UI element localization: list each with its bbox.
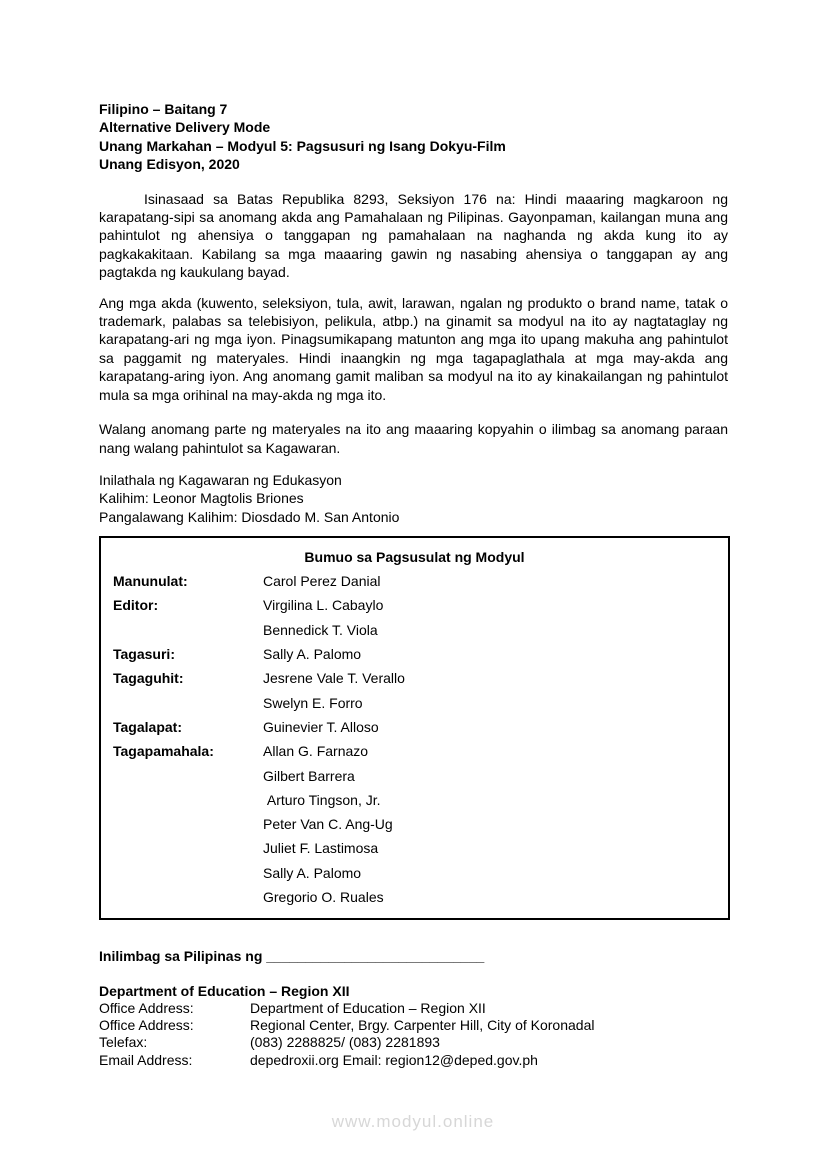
team-row-label: Manunulat: — [113, 573, 188, 590]
team-row — [113, 715, 716, 739]
team-row — [113, 642, 716, 666]
team-box-title: Bumuo sa Pagsusulat ng Modyul — [304, 549, 525, 566]
team-row-value: Arturo Tingson, Jr. — [263, 791, 381, 808]
team-row — [113, 885, 716, 909]
team-row-value: Gregorio O. Ruales — [263, 888, 384, 905]
team-row-value: Sally A. Palomo — [263, 864, 362, 881]
contact-row-value: Department of Education – Region XII — [250, 999, 486, 1016]
module-header — [99, 100, 728, 174]
contact-row-label: Email Address: — [99, 1051, 193, 1068]
team-row-label — [113, 618, 263, 642]
undersecretary-line: Pangalawang Kalihim: Diosdado M. San Antonio — [99, 508, 400, 525]
contact-row-value: Regional Center, Brgy. Carpenter Hill, City of Koronadal — [250, 1017, 595, 1034]
secretary-line: Kalihim: Leonor Magtolis Briones — [99, 490, 304, 507]
team-row — [113, 691, 716, 715]
team-row-value: Bennedick T. Viola — [263, 621, 378, 638]
team-row — [113, 788, 716, 812]
team-row-value: Guinevier T. Alloso — [263, 718, 379, 735]
contact-row-label: Telefax: — [99, 1034, 148, 1051]
copyright-paragraph-2: Ang mga akda (kuwento, seleksiyon, tula, awit, larawan, ngalan ng produkto o brand name, tatak o trademark, palabas sa telebisiyon, pelikula, atbp.) na ginamit sa modyul na ito ay nagtataglay ng karapatang-ari ng mga iyon. Pinagsumikapang matunton ang mga ito upang makuha ang pahintulot sa paggamit ng materyales. Hindi inaangkin ng mga tagapaglathala at mga may-akda ang karapatang-aring iyon. Ang anomang gamit maliban sa modyul na ito ay kinakailangan ng pahintulot mula sa mga orihinal na may-akda ng mga ito. — [99, 294, 728, 403]
team-row-label: Tagapamahala: — [113, 743, 214, 760]
team-row — [113, 569, 716, 593]
team-row-value: Gilbert Barrera — [263, 767, 355, 784]
copyright-paragraph-1: Isinasaad sa Batas Republika 8293, Seksiyon 176 na: Hindi maaaring magkaroon ng karapatang-sipi sa anomang akda ang Pamahalaan ng Pilipinas. Gayonpaman, kailangan muna ang pahintulot ng ahensiya o tanggapan ng pamahalaan na naghanda ng akda kung ito ay pagkakakitaan. Kabilang sa mga maaaring gawin ng nasabing ahensiya o tanggapan ay ang pagtakda ng kaukulang bayad. — [99, 190, 728, 281]
team-row-label: Editor: — [113, 597, 159, 614]
header-line-module: Unang Markahan – Modyul 5: Pagsusuri ng Isang Dokyu-Film — [99, 137, 506, 154]
team-rows — [113, 569, 716, 909]
copyright-paragraph-3: Walang anomang parte ng materyales na ito ang maaaring kopyahin o ilimbag sa anomang paraan nang walang pahintulot sa Kagawaran. — [99, 421, 728, 456]
team-row-label — [113, 691, 263, 715]
team-row — [113, 861, 716, 885]
contact-heading: Department of Education – Region XII — [99, 982, 350, 999]
team-row-value: Carol Perez Danial — [263, 573, 381, 590]
team-row-value: Virgilina L. Cabaylo — [263, 597, 384, 614]
team-row — [113, 618, 716, 642]
team-row — [113, 593, 716, 617]
header-line-subject: Filipino – Baitang 7 — [99, 101, 228, 117]
contact-row — [99, 1052, 728, 1069]
team-row-value: Allan G. Farnazo — [263, 743, 369, 760]
contact-row — [99, 1000, 728, 1017]
contact-row-label: Office Address: — [99, 999, 194, 1016]
team-row — [113, 764, 716, 788]
publisher-line: Inilathala ng Kagawaran ng Edukasyon — [99, 471, 342, 488]
team-row-label — [113, 861, 263, 885]
team-row-value: Swelyn E. Forro — [263, 694, 363, 711]
team-row — [113, 812, 716, 836]
team-row-label: Tagalapat: — [113, 718, 182, 735]
contact-row-value: (083) 2288825/ (083) 2281893 — [250, 1034, 440, 1051]
contact-row-value: depedroxii.org Email: region12@deped.gov.ph — [250, 1051, 538, 1068]
team-row-label: Tagasuri: — [113, 646, 175, 663]
team-row-label — [113, 788, 263, 812]
team-row-label: Tagaguhit: — [113, 670, 184, 687]
header-line-edition: Unang Edisyon, 2020 — [99, 156, 240, 173]
team-row — [113, 739, 716, 763]
contact-block — [99, 983, 728, 1069]
team-row — [113, 666, 716, 690]
team-row-label — [113, 812, 263, 836]
team-row-label — [113, 885, 263, 909]
development-team-box — [99, 536, 730, 920]
contact-row-label: Office Address: — [99, 1017, 194, 1034]
page-content — [99, 100, 728, 1069]
team-row-value: Juliet F. Lastimosa — [263, 840, 379, 857]
team-row-value: Peter Van C. Ang-Ug — [263, 816, 393, 833]
contact-rows — [99, 1000, 728, 1069]
printed-in-line: Inilimbag sa Pilipinas ng ____________________________ — [99, 948, 485, 965]
team-row — [113, 836, 716, 860]
header-line-mode: Alternative Delivery Mode — [99, 119, 271, 136]
publisher-block — [99, 471, 728, 526]
watermark: www.modyul.online — [331, 1112, 495, 1131]
team-row-label — [113, 836, 263, 860]
contact-row — [99, 1017, 728, 1034]
team-row-value: Jesrene Vale T. Verallo — [263, 670, 405, 687]
team-row-value: Sally A. Palomo — [263, 646, 362, 663]
team-row-label — [113, 764, 263, 788]
contact-row — [99, 1034, 728, 1051]
